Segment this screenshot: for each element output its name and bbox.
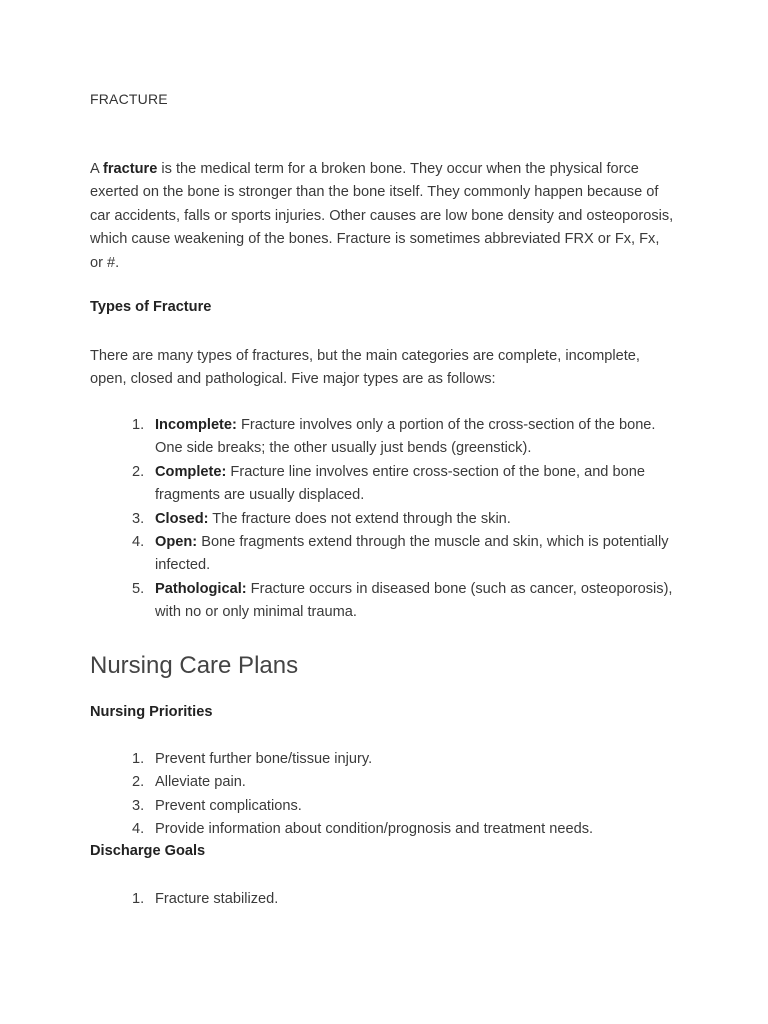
type-description: Fracture line involves entire cross-section of the bone, and bone fragments are usually displaced. — [155, 463, 645, 504]
type-description: Fracture occurs in diseased bone (such as cancer, osteoporosis), with no or only minimal trauma. — [155, 580, 673, 621]
type-description: The fracture does not extend through the skin. — [208, 510, 511, 527]
goal-text: Fracture stabilized. — [155, 891, 279, 907]
intro-bold-term: fracture — [102, 161, 158, 177]
list-number: 1. — [132, 891, 145, 907]
fracture-types-list — [90, 414, 680, 625]
list-number: 3. — [132, 510, 145, 527]
list-number: 2. — [132, 463, 145, 480]
priorities-heading: Nursing Priorities — [90, 704, 213, 720]
nursing-priorities-list — [90, 748, 680, 842]
list-item — [90, 818, 680, 841]
list-number: 1. — [132, 751, 145, 767]
care-plans-heading: Nursing Care Plans — [90, 652, 299, 679]
list-item — [90, 771, 680, 794]
type-description: Bone fragments extend through the muscle and skin, which is potentially infected. — [155, 534, 669, 574]
type-term: Pathological: — [155, 580, 247, 597]
list-item — [90, 414, 680, 461]
list-number: 4. — [132, 821, 145, 838]
list-number: 4. — [132, 534, 145, 551]
list-number: 1. — [132, 417, 145, 433]
intro-paragraph — [90, 158, 675, 275]
discharge-goals-heading: Discharge Goals — [90, 843, 206, 859]
list-item — [90, 578, 680, 625]
list-item — [90, 531, 680, 578]
type-term: Open: — [155, 534, 198, 551]
list-item — [90, 508, 680, 531]
document-title: FRACTURE — [90, 91, 168, 107]
list-item — [90, 795, 680, 818]
intro-prefix: A — [90, 161, 103, 177]
discharge-goals-list — [90, 888, 680, 911]
type-term: Complete: — [155, 463, 227, 480]
type-term: Incomplete: — [155, 417, 237, 433]
types-intro-paragraph: There are many types of fractures, but the main categories are complete, incomplete, open, closed and pathological. Five major types are as follows: — [90, 348, 640, 388]
types-heading: Types of Fracture — [90, 299, 212, 315]
intro-rest: is the medical term for a broken bone. They occur when the physical force exerted on the bone is stronger than the bone itself. They commonly happen because of car accidents, falls or sports injuries. Other causes are low bone density and osteoporosis, which cause weakening of the bones. Fracture is sometimes abbreviated FRX or Fx, Fx, or #. — [90, 161, 674, 271]
list-number: 5. — [132, 580, 145, 597]
priority-text: Alleviate pain. — [155, 774, 246, 791]
priority-text: Provide information about condition/prognosis and treatment needs. — [155, 821, 594, 838]
list-item — [90, 888, 680, 911]
list-item — [90, 748, 680, 771]
priority-text: Prevent complications. — [155, 797, 302, 814]
list-number: 2. — [132, 774, 145, 791]
list-number: 3. — [132, 797, 145, 814]
list-item — [90, 461, 680, 508]
type-term: Closed: — [155, 510, 209, 527]
priority-text: Prevent further bone/tissue injury. — [155, 751, 373, 767]
type-description: Fracture involves only a portion of the cross-section of the bone. One side breaks; the other usually just bends (greenstick). — [155, 417, 656, 457]
